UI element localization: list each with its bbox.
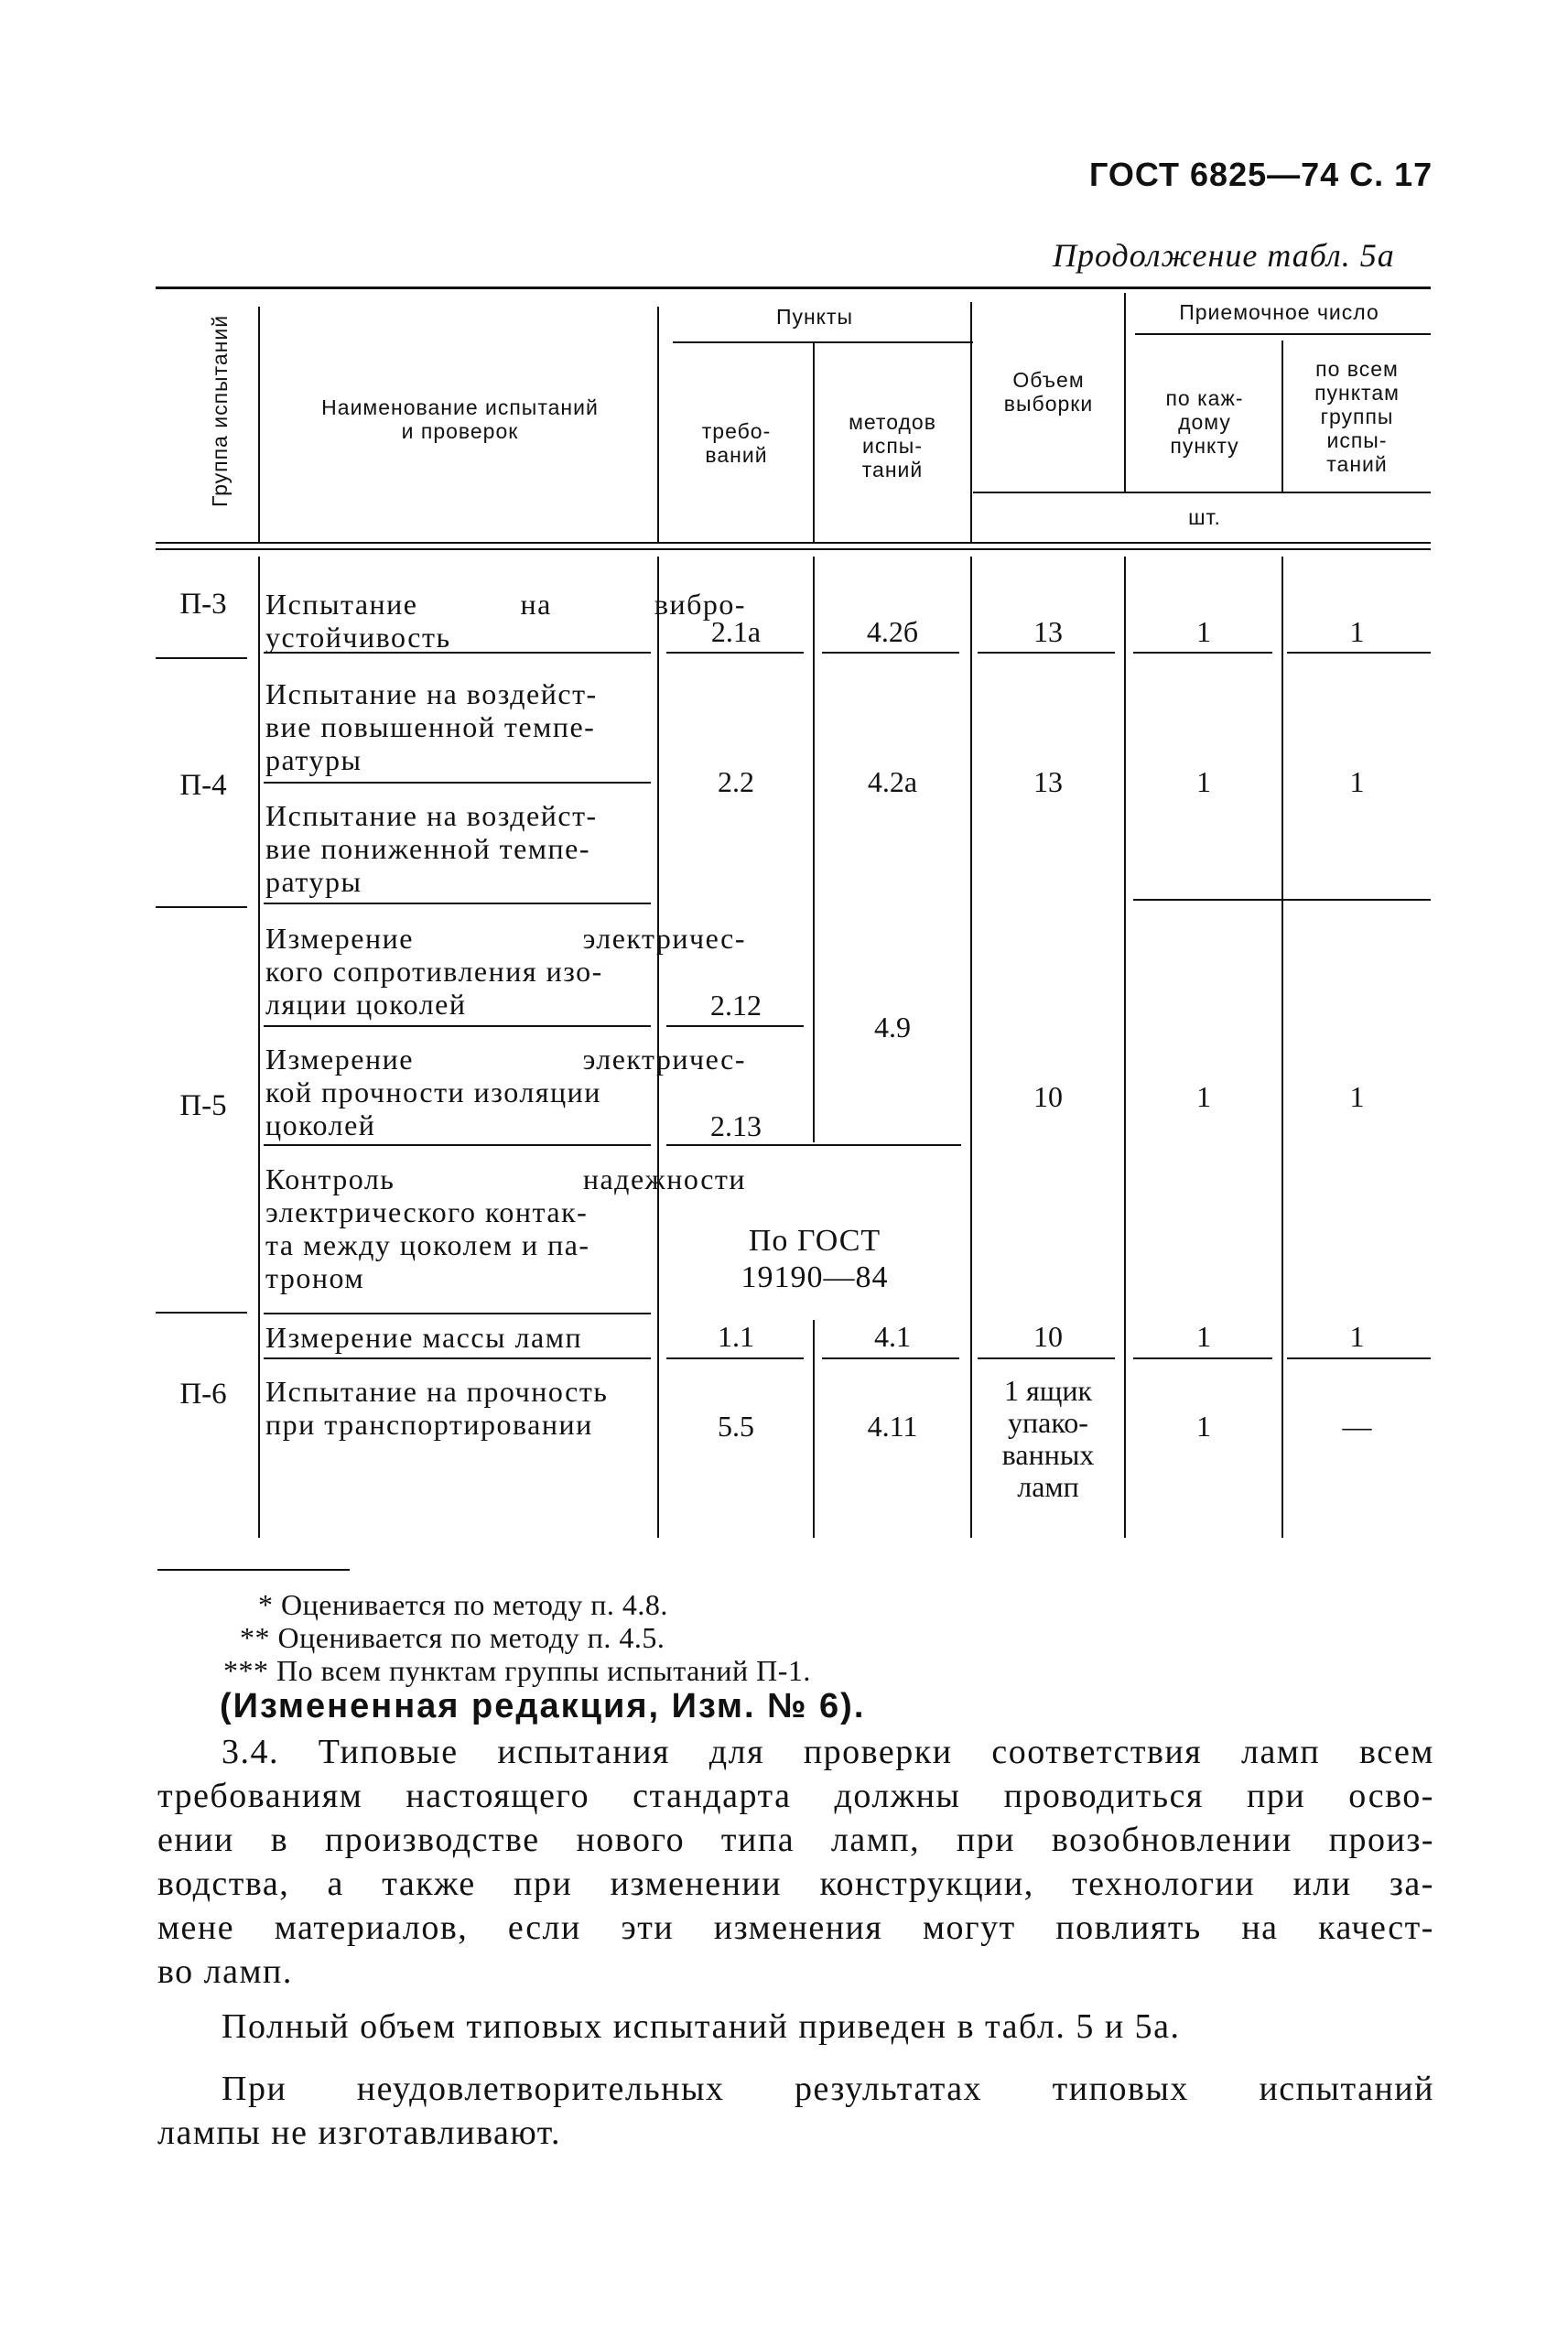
sample-header: Объем выборки — [1003, 368, 1094, 416]
p5a-req-underline — [666, 1025, 804, 1027]
p5-per-point: 1 — [1196, 1080, 1211, 1113]
name-p4a: Испытание на воздейст- вие повышенной темпе- ратуры — [265, 677, 598, 776]
p4-sample: 13 — [1033, 765, 1063, 798]
group-sep-1 — [156, 657, 247, 659]
p4b-underline — [264, 903, 651, 904]
p5b-underline — [264, 1144, 651, 1146]
paragraph-scope: Полный объем типовых испытаний приведен в табл. 5 и 5а. — [222, 2007, 1181, 2046]
page-header: ГОСТ 6825—74 С. 17 — [1089, 156, 1433, 193]
table-continuation-caption: Продолжение табл. 5а — [1053, 237, 1395, 274]
p5c-underline — [264, 1313, 651, 1314]
p6a-sample-underline — [978, 1357, 1115, 1359]
p5-sample: 10 — [1033, 1080, 1063, 1113]
p6a-method-underline — [822, 1357, 959, 1359]
body-vline-1 — [258, 557, 260, 1538]
header-bottom-rule-1 — [156, 542, 1431, 544]
p3-per-point: 1 — [1196, 615, 1211, 648]
p3-sample-underline — [978, 652, 1115, 654]
p6a-pp-underline — [1133, 1357, 1272, 1359]
p6b-sample: 1 ящик упако- ванных ламп — [1001, 1374, 1095, 1503]
group-sep-3 — [156, 1312, 247, 1314]
p6a-req: 1.1 — [718, 1320, 754, 1353]
name-p5a: Измерение электричес- кого сопротивления изо- ляции цоколей — [265, 922, 746, 1021]
p3-method: 4.2б — [866, 615, 919, 648]
p4a-underline — [264, 782, 651, 784]
table-top-rule — [156, 287, 1431, 289]
group-p4: П-4 — [179, 769, 227, 802]
hdr-vline-2 — [657, 307, 659, 542]
requirements-header: требо- ваний — [701, 419, 772, 467]
body-vline-6 — [1281, 557, 1283, 1538]
p4-req: 2.2 — [718, 765, 754, 798]
p6a-all-underline — [1287, 1357, 1431, 1359]
p6b-per-point: 1 — [1196, 1410, 1211, 1443]
p3-method-underline — [822, 652, 959, 654]
p6a-per-point: 1 — [1196, 1320, 1211, 1353]
paragraph-unsatisfactory: При неудовлетворительных результатах типовых испытаний лампы не изготавливают. — [157, 2070, 1434, 2152]
hdr-vline-4 — [970, 302, 972, 542]
p3-pp-underline — [1133, 652, 1272, 654]
name-p5c: Контроль надежности электрического контак- та между цоколем и па- троном — [265, 1162, 746, 1294]
footnote-3: *** По всем пунктам группы испытаний П-1. — [223, 1654, 811, 1687]
footnote-1: * Оцениваетcя по методу п. 4.8. — [258, 1588, 668, 1621]
hdr-vline-5 — [1124, 293, 1126, 492]
p6b-method: 4.11 — [867, 1410, 918, 1443]
p6a-all: 1 — [1349, 1320, 1365, 1353]
points-header: Пункты — [775, 305, 854, 329]
p6b-all: — — [1342, 1410, 1372, 1443]
per-point-header: по каж- дому пункту — [1165, 386, 1244, 458]
header-bottom-rule-2 — [156, 548, 1431, 550]
p5-all: 1 — [1349, 1080, 1365, 1113]
p4-all: 1 — [1349, 765, 1365, 798]
name-header: Наименование испытаний и проверок — [321, 395, 599, 443]
hdr-vline-3 — [813, 343, 815, 542]
paragraph-3-4: 3.4. Типовые испытания для проверки соответствия ламп всем требованиям настоящего стандарта должны проводиться при осво- ении в производстве нового типа ламп, при возобновлении произ- водства, а также при изменении конструкции, технологии или за- мене материалов, если эти изменения могут повлиять на качест- во ламп. — [157, 1733, 1434, 1991]
p6a-method: 4.1 — [874, 1320, 911, 1353]
group-sep-2 — [156, 906, 247, 908]
p6a-underline — [264, 1357, 651, 1359]
group-p3: П-3 — [179, 588, 227, 621]
unit-header: шт. — [1188, 505, 1221, 529]
p6a-req-underline — [666, 1357, 804, 1359]
p4-method: 4.2а — [867, 765, 918, 798]
points-rule — [673, 341, 973, 343]
p4-per-point: 1 — [1196, 765, 1211, 798]
footnote-rule — [157, 1569, 350, 1571]
acceptance-rule — [1135, 333, 1431, 335]
p5-method: 4.9 — [874, 1011, 911, 1044]
group-header: Группа испытаний — [208, 314, 232, 508]
p3-all-underline — [1287, 652, 1431, 654]
hdr-vline-1 — [258, 307, 260, 542]
group-p5: П-5 — [179, 1089, 227, 1122]
p5b-req-underline — [666, 1144, 961, 1146]
name-p4b: Испытание на воздейст- вие пониженной темпе- ратуры — [265, 799, 598, 898]
unit-rule — [973, 492, 1431, 493]
group-p6: П-6 — [179, 1378, 227, 1411]
p5b-req: 2.13 — [710, 1109, 762, 1142]
footnote-2: ** Оцениваетcя по методу п. 4.5. — [240, 1621, 665, 1654]
body-vline-5 — [1124, 557, 1126, 1538]
acceptance-header: Приемочное число — [1179, 300, 1379, 324]
name-p5b: Измерение электричес- кой прочности изоляции цоколей — [265, 1043, 746, 1141]
p3-req: 2.1а — [710, 615, 762, 648]
p5a-req: 2.12 — [710, 989, 762, 1022]
p5-gost-ref: По ГОСТ 19190—84 — [741, 1224, 889, 1294]
edition-note: (Измененная редакция, Изм. № 6). — [220, 1687, 866, 1725]
p3-all: 1 — [1349, 615, 1365, 648]
p6a-sample: 10 — [1033, 1320, 1063, 1353]
p3-sample: 13 — [1033, 615, 1063, 648]
methods-header: методов испы- таний — [849, 410, 936, 481]
name-p6a: Измерение массы ламп — [265, 1321, 583, 1354]
p6b-req: 5.5 — [718, 1410, 754, 1443]
name-p6b: Испытание на прочность при транспортировании — [265, 1375, 609, 1441]
p5a-underline — [264, 1025, 651, 1027]
name-p3: Испытание на вибро- устойчивость — [265, 588, 746, 654]
all-points-header: по всем пунктам группы испы- таний — [1314, 357, 1400, 476]
p4-accept-underline — [1133, 899, 1431, 901]
